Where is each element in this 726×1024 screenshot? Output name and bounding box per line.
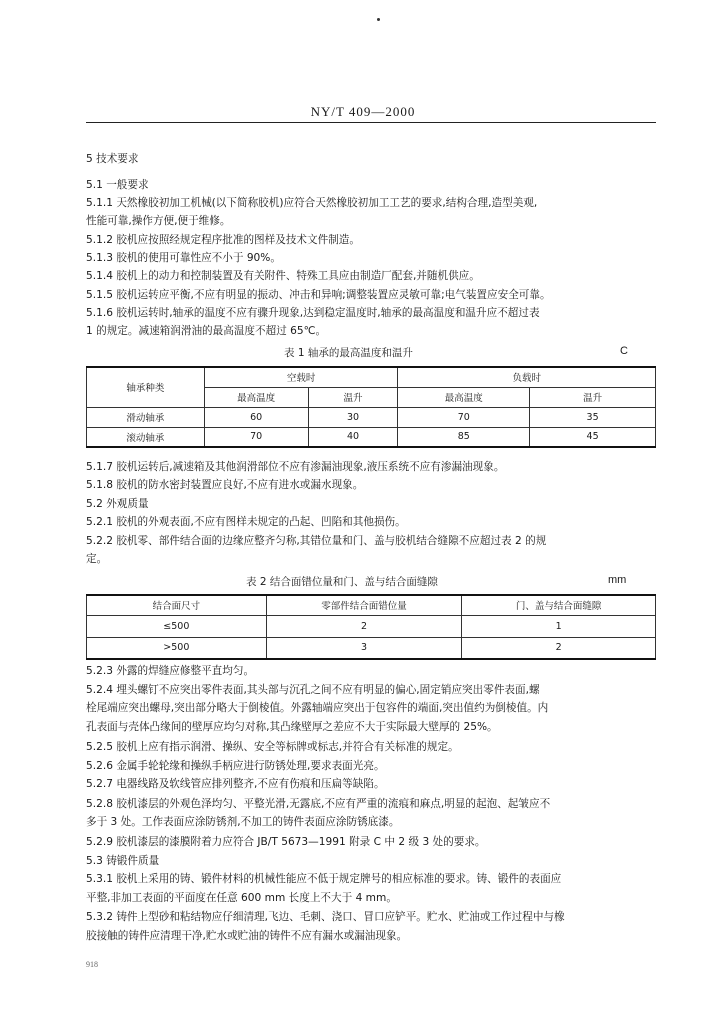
clause-5-2-2-line2: 定。: [86, 553, 108, 565]
clause-5-1-6-line1: 5.1.6 胶机运转时,轴承的温度不应有骤升现象,达到稳定温度时,轴承的最高温度和温升应不超过表: [86, 307, 540, 319]
clause-5-2-6: 5.2.6 金属手轮轮缘和操纵手柄应进行防锈处理,要求表面光亮。: [86, 760, 385, 772]
clause-5-2-9: 5.2.9 胶机漆层的漆膜附着力应符合 JB/T 5673—1991 附录 C 中 2 级 3 处的要求。: [86, 836, 486, 848]
table-1-subheader-load-max: 最高温度: [398, 387, 530, 407]
table-1-unit: C: [620, 345, 628, 357]
table-2-unit: mm: [608, 574, 627, 586]
clause-5-2-7: 5.2.7 电器线路及软线管应排列整齐,不应有伤痕和压扁等缺陷。: [86, 778, 385, 790]
table-1-header-empty: 空载时: [204, 367, 398, 387]
table-cell: 70: [398, 407, 530, 427]
clause-5-2-4-line2: 栓尾端应突出螺母,突出部分略大于倒棱值。外露轴端应突出于包容件的端面,突出值约为倒棱值。内: [86, 702, 549, 714]
table-2-header-size: 结合面尺寸: [87, 595, 267, 615]
table-1-header-load: 负载时: [398, 367, 656, 387]
clause-5-2-5: 5.2.5 胶机上应有指示润滑、操纵、安全等标牌或标志,并符合有关标准的规定。: [86, 741, 459, 753]
table-cell: >500: [87, 637, 267, 659]
clause-5-3-2-line1: 5.3.2 铸件上型砂和粘结物应仔细清理,飞边、毛刺、浇口、冒口应铲平。贮水、贮油或工作过程中与橡: [86, 911, 565, 923]
table-1-subheader-empty-max: 最高温度: [204, 387, 308, 407]
table-cell: 45: [530, 427, 656, 447]
table-cell: ≤500: [87, 615, 267, 637]
table-cell: 30: [308, 407, 398, 427]
table-row: [87, 427, 656, 447]
table-cell: 35: [530, 407, 656, 427]
clause-5-2-2-line1: 5.2.2 胶机零、部件结合面的边缘应整齐匀称,其错位量和门、盖与胶机结合缝隙不应超过表 2 的规: [86, 535, 547, 547]
table-cell: 60: [204, 407, 308, 427]
table-cell: 85: [398, 427, 530, 447]
table-1-caption: 表 1 轴承的最高温度和温升: [284, 347, 413, 359]
page-number: 918: [86, 960, 98, 969]
section-5-title: 5 技术要求: [86, 153, 139, 165]
standard-code-header: NY/T 409—2000: [310, 104, 416, 119]
clause-5-3-1-line2: 平整,非加工表面的平面度在任意 600 mm 长度上不大于 4 mm。: [86, 892, 397, 904]
table-cell: 40: [308, 427, 398, 447]
clause-5-2-8-line1: 5.2.8 胶机漆层的外观色泽均匀、平整光滑,无露底,不应有严重的流痕和麻点,明显的起泡、起皱应不: [86, 798, 551, 810]
table-cell: 2: [266, 615, 462, 637]
table-cell: 滑动轴承: [87, 407, 205, 427]
clause-5-3-2-line2: 胶接触的铸件应清理干净,贮水或贮油的铸件不应有漏水或漏油现象。: [86, 930, 408, 942]
table-2-caption: 表 2 结合面错位量和门、盖与结合面缝隙: [246, 576, 438, 588]
table-cell: 70: [204, 427, 308, 447]
table-cell: 3: [266, 637, 462, 659]
table-cell: 2: [462, 637, 656, 659]
clause-5-1-5: 5.1.5 胶机运转应平衡,不应有明显的振动、冲击和异响;调整装置应灵敏可靠;电气装置应安全可靠。: [86, 289, 551, 301]
table-1-subheader-empty-rise: 温升: [308, 387, 398, 407]
table-2: [86, 594, 656, 660]
clause-5-1-6-line2: 1 的规定。减速箱润滑油的最高温度不超过 65℃。: [86, 325, 327, 337]
clause-5-3-1-line1: 5.3.1 胶机上采用的铸、锻件材料的机械性能应不低于规定牌号的相应标准的要求。铸、锻件的表面应: [86, 873, 562, 885]
section-5-1-heading: 5.1 一般要求: [86, 179, 149, 191]
table-1: [86, 366, 656, 448]
clause-5-2-4-line3: 孔表面与壳体凸缘间的壁厚应均匀对称,其凸缘壁厚之差应不大于实际最大壁厚的 25%。: [86, 721, 498, 733]
section-5-3-heading: 5.3 铸锻件质量: [86, 855, 160, 867]
section-5-2-heading: 5.2 外观质量: [86, 498, 149, 510]
clause-5-2-8-line2: 多于 3 处。工作表面应涂防锈剂,不加工的铸件表面应涂防锈底漆。: [86, 816, 400, 828]
table-2-header-offset: 零部件结合面错位量: [266, 595, 462, 615]
clause-5-1-4: 5.1.4 胶机上的动力和控制装置及有关附件、特殊工具应由制造厂配套,并随机供应。: [86, 270, 480, 282]
clause-5-2-4-line1: 5.2.4 埋头螺钉不应突出零件表面,其头部与沉孔之间不应有明显的偏心,固定销应突出零件表面,螺: [86, 684, 540, 696]
table-cell: 滚动轴承: [87, 427, 205, 447]
clause-5-2-3: 5.2.3 外露的焊缝应修整平直均匀。: [86, 665, 255, 677]
table-row: [87, 637, 656, 659]
clause-5-1-8: 5.1.8 胶机的防水密封装置应良好,不应有进水或漏水现象。: [86, 479, 364, 491]
table-2-header-gap: 门、盖与结合面缝隙: [462, 595, 656, 615]
clause-5-1-1-line2: 性能可靠,操作方便,便于维修。: [86, 215, 231, 227]
scan-speck: [377, 18, 380, 21]
table-1-header-type: 轴承种类: [87, 367, 205, 407]
clause-5-1-1-line1: 5.1.1 天然橡胶初加工机械(以下简称胶机)应符合天然橡胶初加工工艺的要求,结构合理,造型美观,: [86, 197, 538, 209]
table-cell: 1: [462, 615, 656, 637]
clause-5-2-1: 5.2.1 胶机的外观表面,不应有图样未规定的凸起、凹陷和其他损伤。: [86, 516, 406, 528]
clause-5-1-7: 5.1.7 胶机运转后,减速箱及其他润滑部位不应有渗漏油现象,液压系统不应有渗漏油现象。: [86, 461, 505, 473]
header-rule: [86, 122, 656, 123]
clause-5-1-2: 5.1.2 胶机应按照经规定程序批准的图样及技术文件制造。: [86, 234, 360, 246]
clause-5-1-3: 5.1.3 胶机的使用可靠性应不小于 90%。: [86, 252, 281, 264]
table-row: [87, 407, 656, 427]
table-row: [87, 615, 656, 637]
table-1-subheader-load-rise: 温升: [530, 387, 656, 407]
